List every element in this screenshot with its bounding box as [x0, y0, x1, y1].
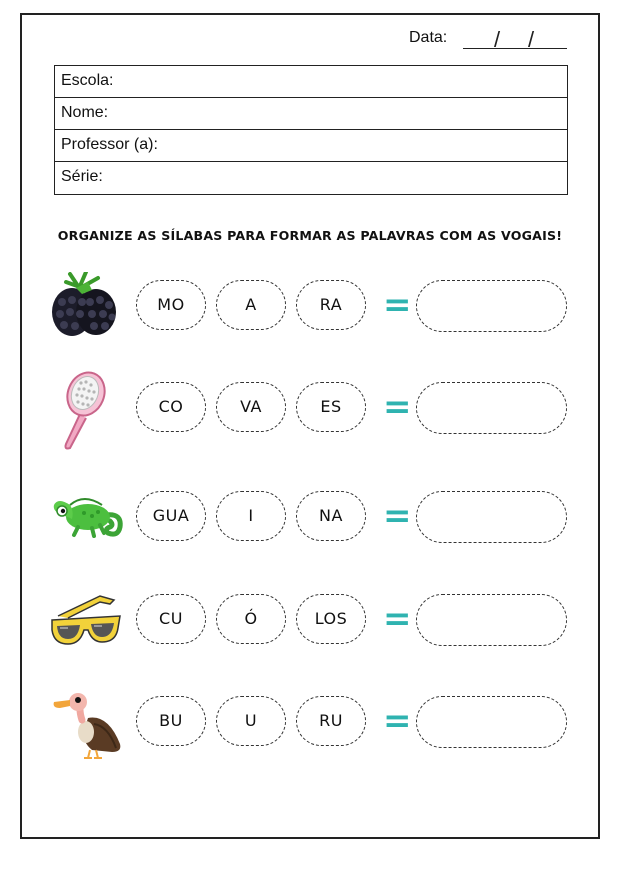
date-slash: / — [528, 27, 535, 52]
school-field[interactable] — [55, 66, 567, 98]
exercise-row — [0, 382, 620, 436]
vulture-icon — [48, 690, 124, 760]
syllable-box: GUA — [136, 491, 206, 541]
syllable-box: CU — [136, 594, 206, 644]
instruction-heading: ORGANIZE AS SÍLABAS PARA FORMAR AS PALAVRAS COM AS VOGAIS! — [57, 228, 563, 243]
grade-field[interactable] — [55, 162, 567, 194]
name-label: Nome: — [61, 104, 109, 121]
date-label: Data: — [409, 29, 448, 46]
sunglasses-icon — [48, 586, 124, 656]
syllable-box: NA — [296, 491, 366, 541]
equals-sign: = — [383, 285, 412, 325]
date-field[interactable] — [463, 48, 567, 49]
syllable-box: U — [216, 696, 286, 746]
grade-label: Série: — [61, 168, 103, 185]
syllable-box: ES — [296, 382, 366, 432]
syllable-box: CO — [136, 382, 206, 432]
answer-box[interactable] — [416, 594, 567, 646]
blackberry-icon — [48, 272, 124, 342]
syllable-box: I — [216, 491, 286, 541]
exercise-row — [0, 696, 620, 750]
equals-sign: = — [383, 701, 412, 741]
equals-sign: = — [383, 387, 412, 427]
chameleon-icon — [48, 483, 124, 553]
syllable-box: Ó — [216, 594, 286, 644]
student-info-table — [54, 65, 568, 195]
syllable-box: MO — [136, 280, 206, 330]
answer-box[interactable] — [416, 696, 567, 748]
syllable-box: RA — [296, 280, 366, 330]
answer-box[interactable] — [416, 491, 567, 543]
syllable-box: A — [216, 280, 286, 330]
exercise-row — [0, 594, 620, 648]
answer-box[interactable] — [416, 382, 567, 434]
teacher-label: Professor (a): — [61, 136, 158, 153]
equals-sign: = — [383, 496, 412, 536]
brush-icon — [48, 368, 124, 438]
equals-sign: = — [383, 599, 412, 639]
teacher-field[interactable] — [55, 130, 567, 162]
exercise-row — [0, 280, 620, 334]
date-slash: / — [494, 27, 501, 52]
exercise-row — [0, 491, 620, 545]
syllable-box: LOS — [296, 594, 366, 644]
syllable-box: RU — [296, 696, 366, 746]
syllable-box: BU — [136, 696, 206, 746]
school-label: Escola: — [61, 72, 114, 89]
name-field[interactable] — [55, 98, 567, 130]
syllable-box: VA — [216, 382, 286, 432]
answer-box[interactable] — [416, 280, 567, 332]
